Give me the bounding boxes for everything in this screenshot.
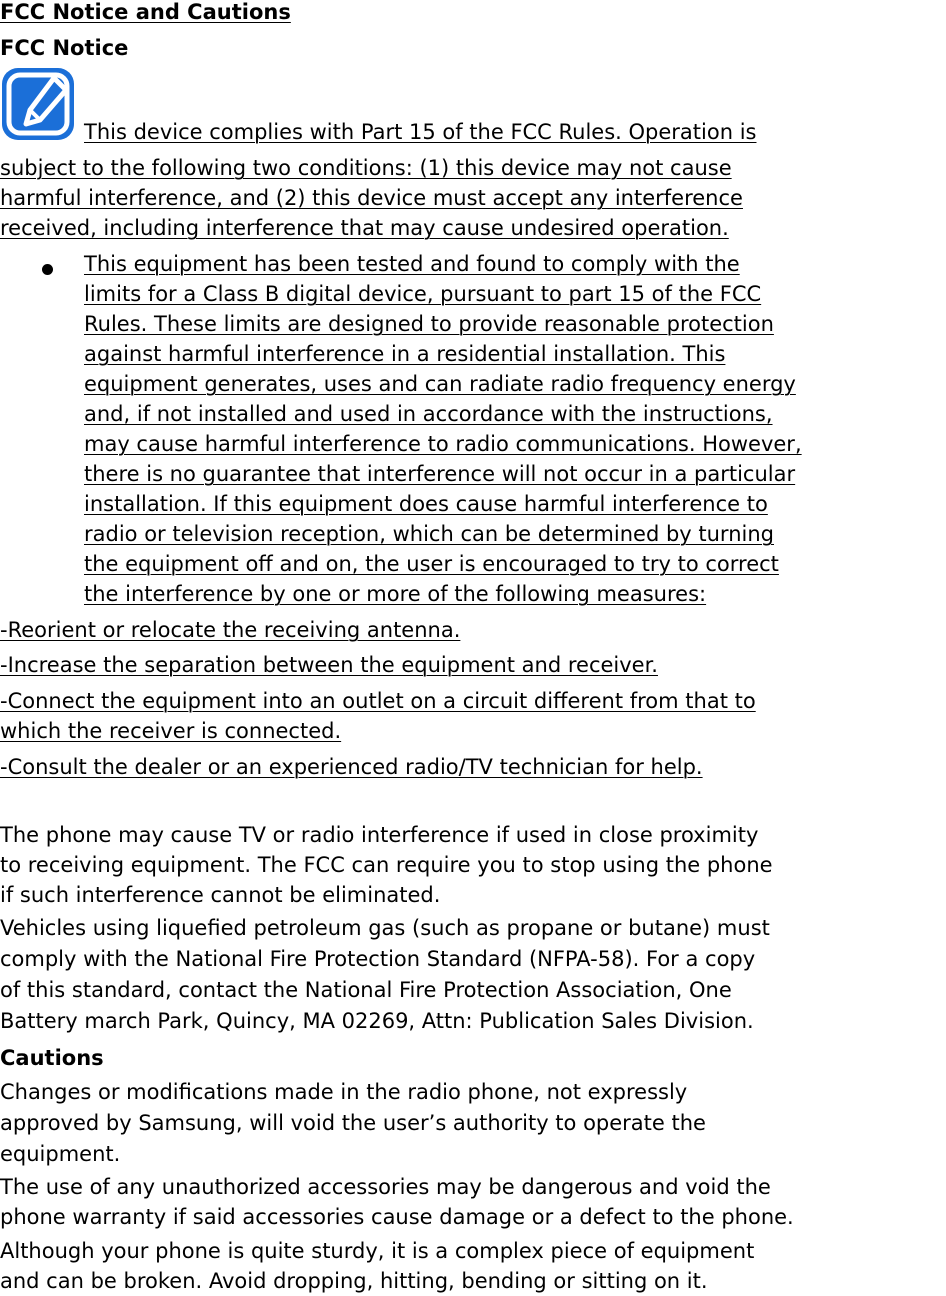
page-heading: FCC Notice and Cautions	[0, 0, 291, 24]
bullet-line: against harmful interference in a residential installation. This	[84, 342, 726, 366]
vehicles-paragraph-line: comply with the National Fire Protection Standard (NFPA-58). For a copy	[0, 947, 756, 971]
intro-line: subject to the following two conditions: (1) this device may not cause	[0, 156, 732, 180]
intro-line: received, including interference that may cause undesired operation.	[0, 216, 729, 240]
bullet-line: Rules. These limits are designed to provide reasonable protection	[84, 312, 774, 336]
cautions-line: phone warranty if said accessories cause damage or a defect to the phone.	[0, 1205, 794, 1229]
measure-line: -Consult the dealer or an experienced radio/TV technician for help.	[0, 755, 703, 779]
bullet-line: and, if not installed and used in accordance with the instructions,	[84, 402, 773, 426]
cautions-line: approved by Samsung, will void the user’s authority to operate the	[0, 1111, 706, 1135]
bullet-icon	[42, 264, 53, 275]
bullet-line: there is no guarantee that interference will not occur in a particular	[84, 462, 796, 486]
vehicles-paragraph-line: Battery march Park, Quincy, MA 02269, Attn: Publication Sales Division.	[0, 1009, 754, 1033]
bullet-line: equipment generates, uses and can radiate radio frequency energy	[84, 372, 796, 396]
bullet-line: may cause harmful interference to radio communications. However,	[84, 432, 802, 456]
measure-line: -Connect the equipment into an outlet on a circuit different from that to	[0, 689, 756, 713]
cautions-line: Although your phone is quite sturdy, it is a complex piece of equipment	[0, 1239, 755, 1263]
intro-first-line: This device complies with Part 15 of the FCC Rules. Operation is	[84, 120, 757, 144]
cautions-line: Changes or modifications made in the radio phone, not expressly	[0, 1080, 688, 1104]
measure-line: -Reorient or relocate the receiving antenna.	[0, 618, 461, 642]
cautions-line: equipment.	[0, 1142, 121, 1166]
note-pen-icon	[0, 66, 76, 142]
phone-paragraph-line: if such interference cannot be eliminated.	[0, 883, 441, 907]
bullet-line: the equipment off and on, the user is encouraged to try to correct	[84, 552, 779, 576]
vehicles-paragraph-line: Vehicles using liquefied petroleum gas (such as propane or butane) must	[0, 916, 770, 940]
cautions-title: Cautions	[0, 1046, 104, 1070]
intro-line: harmful interference, and (2) this device must accept any interference	[0, 186, 743, 210]
bullet-line: This equipment has been tested and found to comply with the	[84, 252, 740, 276]
bullet-line: limits for a Class B digital device, pursuant to part 15 of the FCC	[84, 282, 762, 306]
bullet-line: installation. If this equipment does cause harmful interference to	[84, 492, 768, 516]
phone-paragraph-line: The phone may cause TV or radio interference if used in close proximity	[0, 823, 759, 847]
cautions-line: and can be broken. Avoid dropping, hitting, bending or sitting on it.	[0, 1269, 708, 1293]
phone-paragraph-line: to receiving equipment. The FCC can require you to stop using the phone	[0, 853, 773, 877]
bullet-line: radio or television reception, which can be determined by turning	[84, 522, 774, 546]
measure-line: which the receiver is connected.	[0, 719, 342, 743]
measure-line: -Increase the separation between the equipment and receiver.	[0, 653, 658, 677]
vehicles-paragraph-line: of this standard, contact the National Fire Protection Association, One	[0, 978, 732, 1002]
fcc-notice-title: FCC Notice	[0, 36, 129, 60]
bullet-line: the interference by one or more of the following measures:	[84, 582, 707, 606]
cautions-line: The use of any unauthorized accessories may be dangerous and void the	[0, 1175, 771, 1199]
